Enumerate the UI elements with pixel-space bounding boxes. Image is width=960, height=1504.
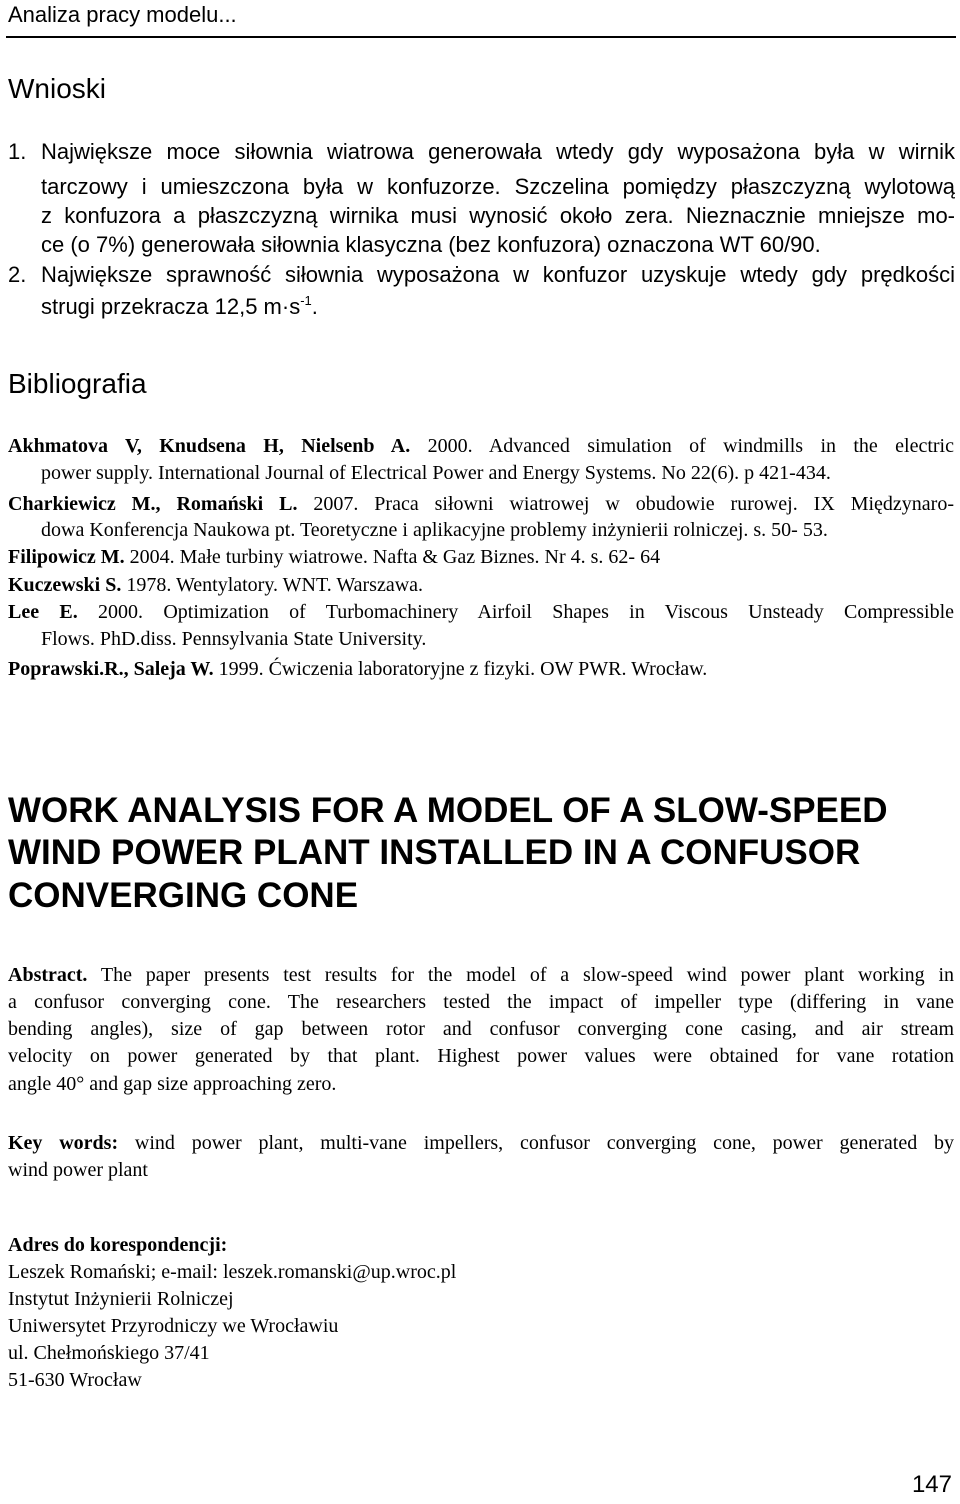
running-header: Analiza pracy modelu... (8, 2, 237, 27)
abstract-line-3: bending angles), size of gap between rotor and confusor converging cone casing, and air stream (8, 1018, 954, 1040)
conclusion-1-line-1: Największe moce siłownia wiatrowa generowała wtedy gdy wyposażona była w wirnik (41, 139, 955, 164)
conclusion-2-line-2 (41, 292, 318, 321)
bib-entry-4-authors: Kuczewski S. (8, 574, 122, 596)
bib-entry-5-line-1 (8, 599, 954, 626)
conclusions-heading: Wnioski (8, 73, 107, 104)
conclusion-2-number: 2. (8, 262, 27, 287)
bib-entry-3-text: 2004. Małe turbiny wiatrowe. Nafta & Gaz Biznes. Nr 4. s. 62- 64 (124, 546, 661, 568)
bib-entry-3 (8, 544, 660, 571)
conclusion-2-text: strugi przekracza 12,5 m·s (41, 294, 301, 319)
bib-entry-4-text: 1978. Wentylatory. WNT. Warszawa. (121, 574, 424, 596)
bib-entry-2-text: 2007. Praca siłowni wiatrowej w obudowie rurowej. IX Międzynaro- (297, 493, 954, 515)
bib-entry-1-line-1 (8, 433, 954, 460)
abstract-text-1: The paper presents test results for the model of a slow-speed wind power plant working in (87, 964, 954, 986)
bib-entry-3-authors: Filipowicz M. (8, 546, 125, 568)
correspondence-line-3: Uniwersytet Przyrodniczy we Wrocławiu (8, 1315, 339, 1337)
keywords-text-1: wind power plant, multi-vane impellers, confusor converging cone, power generated by (118, 1132, 954, 1154)
correspondence-line-1: Leszek Romański; e-mail: leszek.romanski@up.wroc.pl (8, 1261, 457, 1283)
english-title-line-1: WORK ANALYSIS FOR A MODEL OF A SLOW-SPEED (8, 791, 888, 830)
abstract-line-1 (8, 962, 954, 989)
bibliography-heading: Bibliografia (8, 368, 147, 399)
bib-entry-6-text: 1999. Ćwiczenia laboratoryjne z fizyki. OW PWR. Wrocław. (213, 658, 708, 680)
conclusion-2-line-1: Największe sprawność siłownia wyposażona w konfuzor uzyskuje wtedy gdy prędkości (41, 262, 955, 287)
correspondence-label-text: Adres do korespondencji: (8, 1234, 228, 1256)
conclusion-1-line-4: ce (o 7%) generowała siłownia klasyczna (bez konfuzora) oznaczona WT 60/90. (41, 232, 821, 257)
bib-entry-1-line-2: power supply. International Journal of Electrical Power and Energy Systems. No 22(6). p 421-434. (41, 462, 831, 484)
english-title-line-2: WIND POWER PLANT INSTALLED IN A CONFUSOR (8, 833, 861, 872)
conclusion-1-line-2: tarczowy i umieszczona była w konfuzorze. Szczelina pomiędzy płaszczyzną wylotową (41, 174, 955, 199)
correspondence-line-2: Instytut Inżynierii Rolniczej (8, 1288, 234, 1310)
correspondence-line-4: ul. Chełmońskiego 37/41 (8, 1342, 210, 1364)
bib-entry-5-authors: Lee E. (8, 601, 78, 623)
abstract-line-4: velocity on power generated by that plant. Highest power values were obtained for vane rotation (8, 1045, 954, 1067)
bib-entry-4 (8, 572, 423, 599)
bib-entry-5-text: 2000. Optimization of Turbomachinery Airfoil Shapes in Viscous Unsteady Compressible (77, 601, 955, 623)
correspondence-line-5: 51-630 Wrocław (8, 1369, 142, 1391)
abstract-label: Abstract. (8, 964, 88, 986)
abstract-line-5: angle 40° and gap size approaching zero. (8, 1073, 337, 1095)
conclusion-1-number: 1. (8, 139, 27, 164)
abstract-line-2: a confusor converging cone. The researchers tested the impact of impeller type (differing in vane (8, 991, 954, 1013)
keywords-label: Key words: (8, 1132, 119, 1154)
english-title-line-3: CONVERGING CONE (8, 876, 359, 915)
conclusion-1-line-3: z konfuzora a płaszczyzną wirnika musi wynosić około zera. Nieznacznie mniejsze mo- (41, 203, 955, 228)
unit-exponent: -1 (300, 293, 312, 308)
bib-entry-1-authors: Akhmatova V, Knudsena H, Nielsenb A. (8, 435, 411, 457)
correspondence-label (8, 1232, 227, 1259)
bib-entry-5-line-2: Flows. PhD.diss. Pennsylvania State University. (41, 628, 427, 650)
bib-entry-6 (8, 656, 707, 683)
header-rule (6, 36, 956, 38)
bib-entry-2-line-1 (8, 491, 954, 518)
keywords-line-1 (8, 1130, 954, 1157)
bib-entry-6-authors: Poprawski.R., Saleja W. (8, 658, 214, 680)
page-number: 147 (911, 1471, 952, 1498)
keywords-line-2: wind power plant (8, 1159, 148, 1181)
bib-entry-2-authors: Charkiewicz M., Romański L. (8, 493, 298, 515)
bib-entry-2-line-2: dowa Konferencja Naukowa pt. Teoretyczne i aplikacyjne problemy inżynierii rolniczej. s. 50- 53. (41, 519, 828, 541)
bib-entry-1-text: 2000. Advanced simulation of windmills in the electric (410, 435, 954, 457)
conclusion-2-end: . (311, 294, 318, 319)
